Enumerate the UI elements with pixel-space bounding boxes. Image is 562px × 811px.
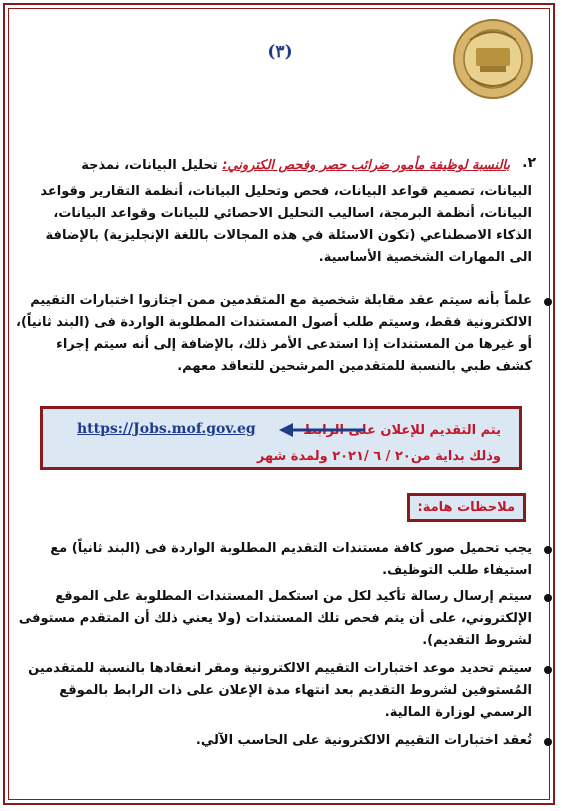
callout-title: يتم التقديم للإعلان على الرابط bbox=[303, 423, 501, 438]
section-2-line: تحليل البيانات، نمذجة bbox=[81, 158, 218, 173]
bullet-dot bbox=[544, 594, 552, 602]
section-2-line: البيانات، أنظمة البرمجة، اساليب التحليل الاحصائي للبيانات وقواعد البيانات، bbox=[53, 206, 532, 221]
notes-item bbox=[28, 658, 532, 724]
notes-item-line: تُعقد اختبارات التقييم الالكترونية على الحاسب الآلي. bbox=[195, 733, 532, 748]
section-2-line: الى المهارات الشخصية الأساسية. bbox=[318, 250, 532, 265]
ministry-seal-logo bbox=[452, 18, 534, 100]
page-number: (٣) bbox=[267, 42, 293, 62]
bullet-dot bbox=[544, 738, 552, 746]
callout-subtitle: وذلك بداية من٢٠ / ٦ /٢٠٢١ ولمدة شهر bbox=[256, 449, 501, 464]
application-link[interactable]: https://Jobs.mof.gov.eg bbox=[77, 421, 256, 437]
notes-item-line: يجب تحميل صور كافة مستندات التقديم المطلوبة الواردة فى (البند ثانياً) مع bbox=[50, 541, 532, 556]
bullet-dot bbox=[544, 666, 552, 674]
arrow-left-icon bbox=[279, 423, 365, 437]
notes-item-line: استيفاء طلب التوظيف. bbox=[382, 563, 532, 578]
interview-note bbox=[16, 290, 532, 378]
interview-note-line: الالكترونية فقط، وسيتم طلب أصول المستندات المطلوبة الواردة فى (البند ثانياً)، bbox=[16, 315, 532, 330]
notes-item-line: لشروط التقديم). bbox=[422, 633, 532, 648]
section-2-line: الذكاء الاصطناعي (تكون الاسئلة في هذه المجالات باللغة الإنجليزية) بالإضافة bbox=[45, 228, 532, 243]
interview-note-line: علماً بأنه سيتم عقد مقابلة شخصية مع المتقدمين ممن اجتازوا اختبارات التقييم bbox=[30, 293, 532, 308]
bullet-dot bbox=[544, 546, 552, 554]
notes-item-line: سيتم إرسال رسالة تأكيد لكل من استكمل المستندات المطلوبة على الموقع bbox=[55, 589, 532, 604]
bullet-dot bbox=[544, 298, 552, 306]
notes-item-line: الرسمي لوزارة المالية. bbox=[384, 705, 532, 720]
section-2-line: البيانات، تصميم قواعد البيانات، فحص وتحليل البيانات، أنظمة التقارير وقواعد bbox=[40, 184, 532, 199]
notes-heading: ملاحظات هامة: bbox=[407, 493, 526, 522]
section-2 bbox=[32, 155, 536, 269]
notes-item bbox=[18, 586, 532, 652]
notes-item bbox=[32, 730, 532, 752]
section-2-first-line bbox=[32, 155, 532, 177]
notes-item-line: سيتم تحديد موعد اختبارات التقييم الالكترونية ومقر انعقادها بالنسبة للمتقدمين bbox=[28, 661, 532, 676]
section-2-title: بالنسبة لوظيفة مأمور ضرائب حصر وفحص الكتروني: bbox=[222, 158, 510, 173]
application-callout bbox=[40, 406, 522, 470]
notes-item-line: الإلكتروني، على أن يتم فحص تلك المستندات (ولا يعني ذلك أن المتقدم مستوفى bbox=[18, 611, 532, 626]
notes-item-line: المُستوفين لشروط التقديم بعد انتهاء مدة الإعلان على ذات الرابط بالموقع bbox=[59, 683, 532, 698]
interview-note-line: أو غيرها من المستندات إذا استدعى الأمر ذلك، بالإضافة إلى أنه سيتم إجراء bbox=[56, 337, 532, 352]
interview-note-line: كشف طبي بالنسبة للمتقدمين المرشحين للتعاقد معهم. bbox=[177, 359, 532, 374]
section-number: ٢. bbox=[522, 155, 536, 171]
notes-item bbox=[32, 538, 532, 582]
